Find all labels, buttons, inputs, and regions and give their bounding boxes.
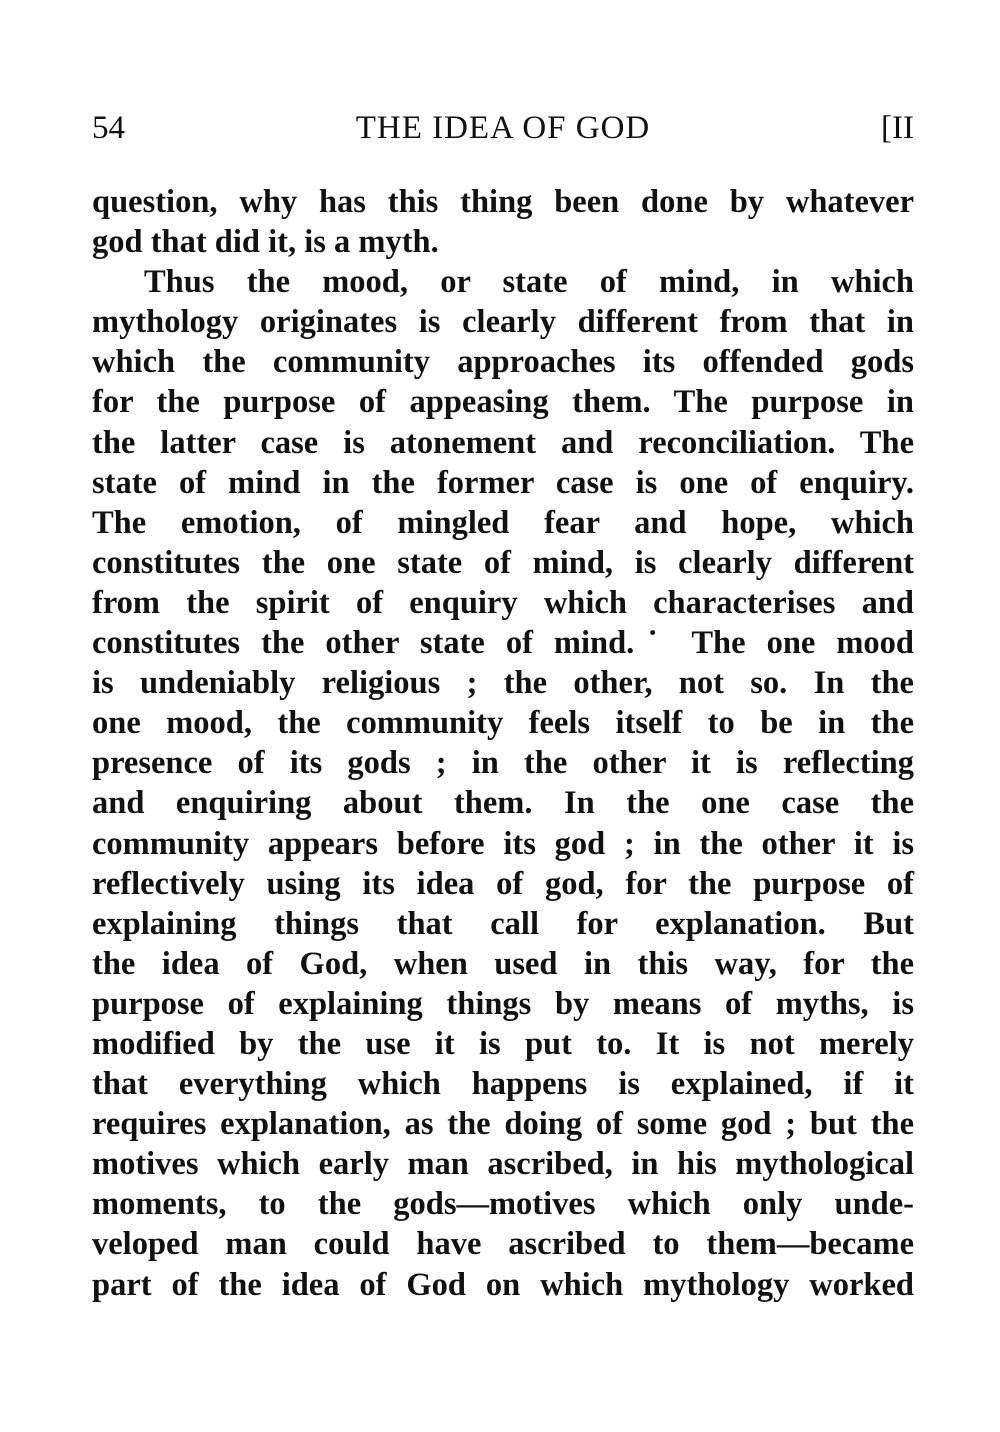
text-line: from the spirit of enquiry which characterises and [92,584,914,621]
running-head [92,104,914,152]
text-line: presence of its gods ; in the other it is reflecting [92,745,914,782]
body-text [92,182,914,1305]
running-title: THE IDEA OF GOD [355,110,651,146]
text-line: Thus the mood, or state of mind, in which [144,264,914,301]
text-line: moments, to the gods—motives which only unde- [92,1186,914,1223]
text-line: the latter case is atonement and reconciliation. The [92,424,914,461]
text-line: state of mind in the former case is one of enquiry. [92,464,914,501]
text-line: for the purpose of appeasing them. The purpose in [92,384,914,421]
text-line: purpose of explaining things by means of myths, is [92,985,914,1022]
text-line: motives which early man ascribed, in his mythological [92,1146,914,1183]
text-line: is undeniably religious ; the other, not so. In the [92,665,914,702]
text-line: which the community approaches its offended gods [92,344,914,381]
text-line: question, why has this thing been done by whatever [92,184,914,220]
text-line: requires explanation, as the doing of some god ; but the [92,1106,914,1143]
text-line: The emotion, of mingled fear and hope, which [92,504,914,541]
text-line: mythology originates is clearly different from that in [92,304,914,341]
text-line: and enquiring about them. In the one case the [92,785,914,822]
text-line: one mood, the community feels itself to be in the [92,705,914,742]
page-number: 54 [92,110,125,146]
text-line: part of the idea of God on which mythology worked [92,1266,914,1303]
text-line: god that did it, is a myth. [92,224,439,261]
text-line: that everything which happens is explained, if it [92,1066,914,1103]
text-line: explaining things that call for explanation. But [92,905,914,942]
text-line: constitutes the one state of mind, is clearly different [92,544,914,581]
text-line: the idea of God, when used in this way, for the [92,945,914,982]
text-line: constitutes the other state of mind.˙ The one mood [92,625,914,662]
text-line: veloped man could have ascribed to them—became [92,1226,914,1263]
chapter-marker: [II [881,110,914,146]
text-line: reflectively using its idea of god, for the purpose of [92,865,914,902]
text-line: community appears before its god ; in the other it is [92,825,914,862]
text-line: modified by the use it is put to. It is not merely [92,1025,914,1062]
